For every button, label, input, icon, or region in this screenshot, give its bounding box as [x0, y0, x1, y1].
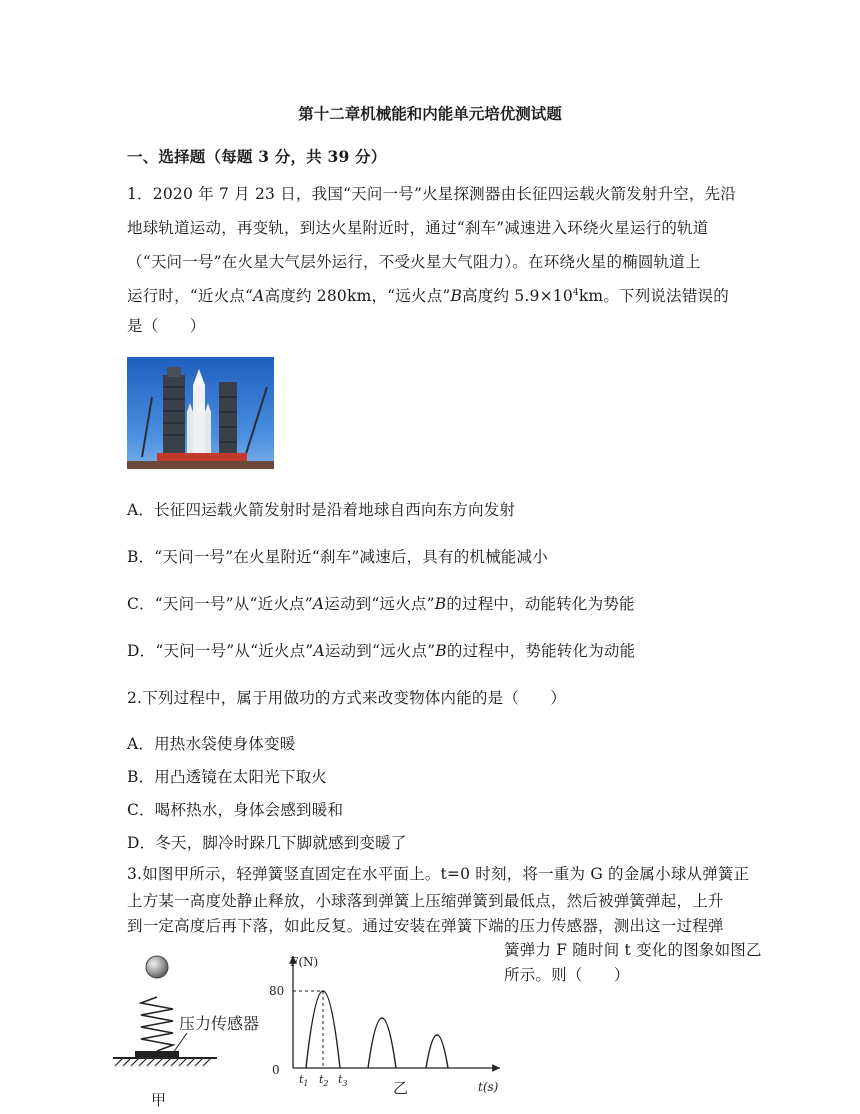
spring — [141, 997, 173, 1051]
var-b: B — [450, 287, 463, 305]
q1-line-4 — [127, 284, 729, 306]
q1-option-c-post: 动能转化为势能 — [524, 595, 635, 613]
var-b: B — [435, 642, 447, 660]
q1-line-5: 是（ ） — [127, 317, 206, 335]
tick-t2: $t_2$ — [319, 1073, 329, 1088]
figure-jia — [105, 945, 275, 1114]
q1-option-a: A．长征四运载火箭发射时是沿着地球自西向东方向发射 — [127, 501, 516, 519]
q1-option-c-pre: C．“天问一号”从“近火点” — [127, 595, 313, 613]
caption-jia: 甲 — [151, 1091, 167, 1109]
caption-yi: 乙 — [393, 1079, 409, 1097]
figure-yi — [268, 948, 508, 1112]
q1-line-4-a: 运行时，“近火点“ — [127, 287, 254, 305]
q2-option-c: C．喝杯热水，身体会感到暖和 — [127, 801, 344, 819]
q2-option-d: D．冬天，脚冷时跺几下脚就感到变暖了 — [127, 834, 407, 852]
pressure-sensor — [135, 1051, 179, 1057]
q1-line-2: 地球轨道运动，再变轨，到达火星附近时，通过“刹车”减速进入环绕火星运行的轨道 — [127, 219, 709, 237]
q2-option-b: B．用凸透镜在太阳光下取火 — [127, 768, 327, 786]
tick-t1: $t_1$ — [299, 1073, 309, 1088]
page-title: 第十二章机械能和内能单元培优测试题 — [298, 104, 562, 123]
q1-option-c-mid1: 运动到“远火点” — [324, 595, 435, 613]
q1-option-d-post: 势能转化为动能 — [525, 642, 636, 660]
var-b: B — [434, 595, 447, 613]
q3-right-line-1: 簧弹力 F 随时间 t 变化的图象如图乙 — [504, 941, 762, 959]
y-axis-label: F(N) — [290, 955, 319, 969]
metal-ball — [146, 956, 168, 978]
q3-line-1: 3.如图甲所示，轻弹簧竖直固定在水平面上。t=0 时刻，将一重为 G 的金属小球从弹簧正 — [127, 865, 750, 883]
q1-line-4-c: 高度约 5.9×10 — [462, 287, 573, 305]
q1-line-4-d: km。下列说法错误的 — [578, 287, 729, 305]
section-heading: 一、选择题（每题 3 分，共 39 分） — [127, 147, 387, 166]
q3-right-line-2: 所示。则（ ） — [504, 966, 630, 984]
q3-line-2: 上方某一高度处静止释放，小球落到弹簧上压缩弹簧到最低点，然后被弹簧弹起，上升 — [127, 892, 724, 910]
exponent: 4 — [572, 287, 579, 298]
q3-line-3: 到一定高度后再下落，如此反复。通过安装在弹簧下端的压力传感器，测出这一过程弹 — [127, 917, 724, 935]
peak-value-label: 80 — [269, 984, 285, 998]
var-a: A — [312, 595, 325, 613]
q1-line-1: 1．2020 年 7 月 23 日，我国“天问一号”火星探测器由长征四运载火箭发射升空，先沿 — [127, 185, 737, 203]
q1-option-d-mid2: 的过程中， — [446, 642, 526, 660]
q1-option-d-pre: D．“天问一号”从“近火点” — [127, 642, 314, 660]
q1-option-d — [127, 639, 635, 661]
var-a: A — [313, 642, 325, 660]
var-a: A — [253, 287, 265, 305]
q2-stem: 2.下列过程中，属于用做功的方式来改变物体内能的是（ ） — [127, 689, 567, 707]
q1-option-d-mid1: 运动到“远火点” — [324, 642, 436, 660]
q1-option-c — [127, 592, 635, 614]
curve-peak-2 — [368, 1018, 396, 1068]
origin-label: 0 — [272, 1063, 280, 1077]
rocket-launch-photo — [127, 357, 274, 469]
q2-option-a: A．用热水袋使身体变暖 — [127, 735, 296, 753]
q1-option-b: B．“天问一号”在火星附近“刹车”减速后，具有的机械能减小 — [127, 548, 548, 566]
x-axis-label: t(s) — [478, 1080, 499, 1094]
q1-line-4-b: 高度约 280km，“远火点” — [264, 287, 451, 305]
sensor-label: 压力传感器 — [179, 1014, 260, 1033]
q1-line-3: （“天问一号”在火星大气层外运行，不受火星大气阻力）。在环绕火星的椭圆轨道上 — [127, 253, 701, 271]
q1-option-c-mid2: 的过程中， — [446, 595, 525, 613]
tick-t3: $t_3$ — [338, 1073, 348, 1088]
curve-peak-3 — [426, 1035, 448, 1068]
